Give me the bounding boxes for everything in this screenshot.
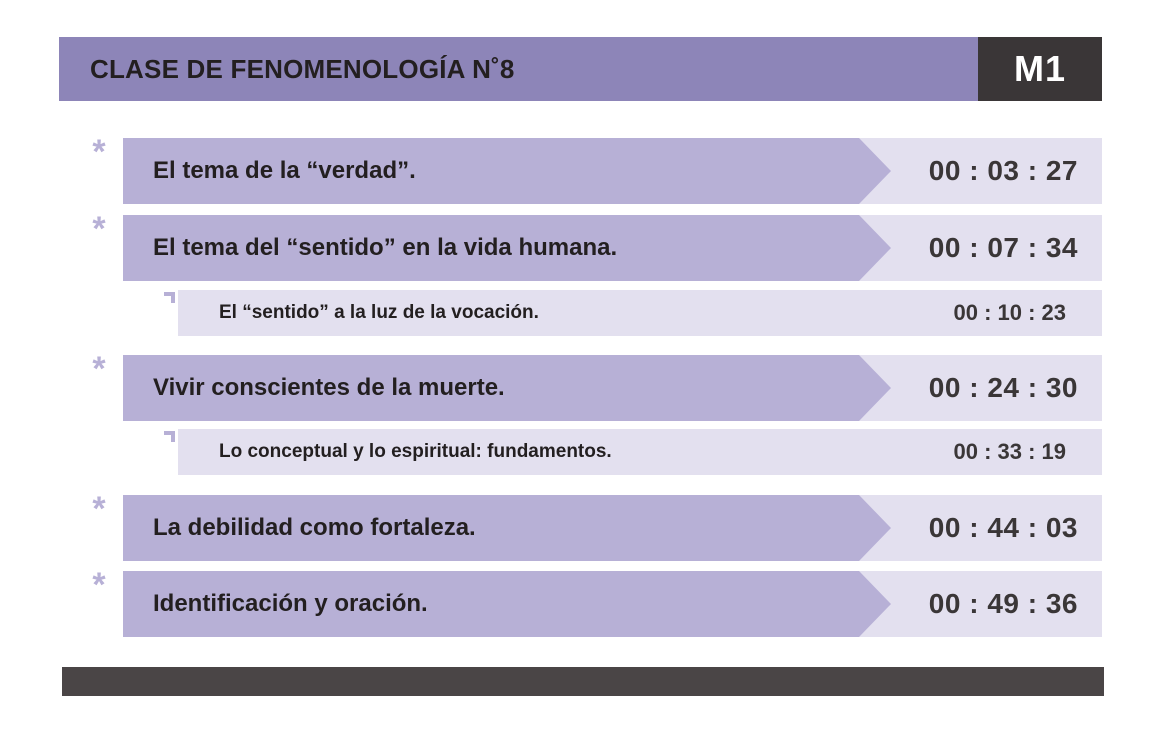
list-item[interactable] — [123, 495, 1102, 561]
topic-label: El tema del “sentido” en la vida humana. — [153, 234, 618, 261]
module-badge: M1 — [978, 37, 1102, 101]
asterisk-icon: * — [92, 210, 106, 248]
page-title: CLASE DE FENOMENOLOGÍA N˚8 — [90, 53, 515, 84]
timestamp: 00 : 33 : 19 — [953, 439, 1066, 464]
timestamp: 00 : 24 : 30 — [928, 372, 1078, 403]
subtopic-label: Lo conceptual y lo espiritual: fundamentos. — [219, 441, 612, 462]
timestamp: 00 : 49 : 36 — [928, 588, 1078, 619]
sub-list-item[interactable] — [178, 429, 1102, 475]
list-item[interactable] — [123, 571, 1102, 637]
page-header — [59, 37, 978, 101]
asterisk-icon: * — [92, 133, 106, 171]
timestamp: 00 : 03 : 27 — [928, 155, 1078, 186]
list-item[interactable] — [123, 138, 1102, 204]
corner-bracket-icon — [164, 292, 175, 303]
asterisk-icon: * — [92, 490, 106, 528]
timestamp: 00 : 44 : 03 — [928, 512, 1078, 543]
topic-label: El tema de la “verdad”. — [153, 157, 416, 184]
footer-bar — [62, 667, 1104, 696]
topic-label: Vivir conscientes de la muerte. — [153, 374, 505, 401]
timestamp: 00 : 10 : 23 — [953, 300, 1066, 325]
list-item[interactable] — [123, 355, 1102, 421]
subtopic-label: El “sentido” a la luz de la vocación. — [219, 302, 539, 323]
list-item[interactable] — [123, 215, 1102, 281]
asterisk-icon: * — [92, 350, 106, 388]
topic-label: La debilidad como fortaleza. — [153, 514, 476, 541]
sub-list-item[interactable] — [178, 290, 1102, 336]
timestamp: 00 : 07 : 34 — [928, 232, 1078, 263]
topic-label: Identificación y oración. — [153, 590, 428, 617]
corner-bracket-icon — [164, 431, 175, 442]
asterisk-icon: * — [92, 566, 106, 604]
